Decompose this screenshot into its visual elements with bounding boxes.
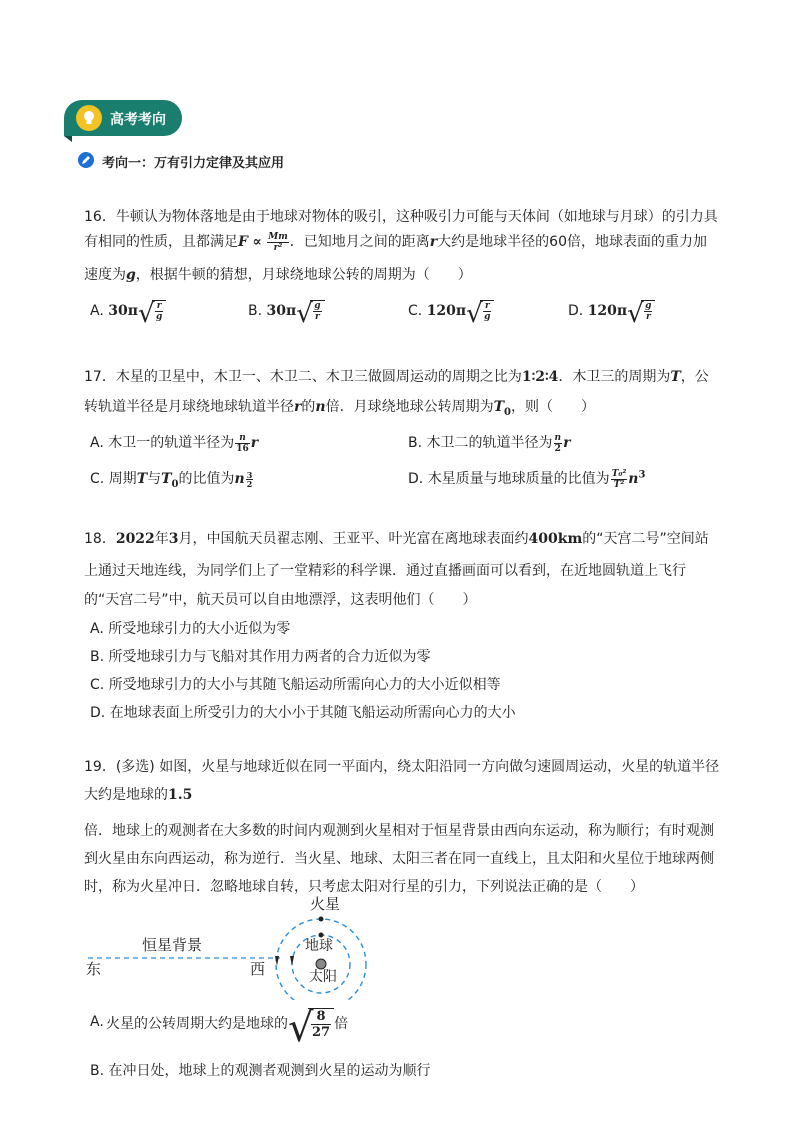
q17-option-d[interactable]: D. 木星质量与地球质量的比值为 $\frac{\text{T₀²}}{\text{T²}}$ $n^3$: [408, 468, 646, 490]
q18-option-b[interactable]: B. 所受地球引力与飞船对其作用力两者的合力近似为零: [90, 649, 431, 665]
q17-line2: 转轨道半径是月球绕地球轨道半径r的n倍．月球绕地球公转周期为$T_0$，则（ ）: [84, 399, 595, 418]
orbit-diagram: [84, 890, 384, 1000]
q19-line3: 倍．地球上的观测者在大多数的时间内观测到火星相对于恒星背景由西向东运动，称为顺行；有时观测: [84, 823, 714, 839]
label-mars: 火星: [310, 895, 341, 913]
q17-line1: 17．木星的卫星中，木卫一、木卫二、木卫三做圆周运动的周期之比为1∶2∶4．木卫三的周期为T，公: [84, 369, 709, 385]
q16-option-b[interactable]: B. 30π √ $\frac{g}{r}$: [248, 300, 325, 322]
q16-option-c[interactable]: C. 120π √ $\frac{r}{g}$: [408, 300, 494, 322]
label-earth: 地球: [305, 938, 333, 954]
q19-option-b[interactable]: B. 在冲日处，地球上的观测者观测到火星的运动为顺行: [90, 1063, 431, 1079]
label-west: 西: [250, 960, 266, 978]
q16-line3: 速度为g，根据牛顿的猜想，月球绕地球公转的周期为（ ）: [84, 267, 472, 283]
label-star-background: 恒星背景: [142, 936, 203, 954]
label-east: 东: [86, 960, 102, 978]
earth-orbit-arrow: [290, 956, 294, 966]
q16-option-d[interactable]: D. 120π √ $\frac{g}{r}$: [568, 300, 655, 322]
q18-line3: 的“天宫二号”中，航天员可以自由地漂浮，这表明他们（ ）: [84, 592, 477, 608]
q18-option-d[interactable]: D. 在地球表面上所受引力的大小小于其随飞船运动所需向心力的大小: [90, 705, 516, 721]
q18-option-c[interactable]: C. 所受地球引力的大小与其随飞船运动所需向心力的大小近似相等: [90, 677, 501, 693]
banner-title: 高考考向: [110, 112, 166, 128]
q17-option-c[interactable]: C. 周期T与$T_0$的比值为n $\frac{3}{2}$: [90, 469, 253, 490]
sun-dot: [316, 959, 326, 969]
section-title: 考向一：万有引力定律及其应用: [102, 156, 285, 171]
q17-option-a[interactable]: A. 木卫一的轨道半径为 $\frac{n}{16}$ r: [90, 432, 259, 454]
q19-option-a[interactable]: A.: [90, 1014, 104, 1030]
q16-formula-fraction: $\frac{Mm}{\text{r²}}$: [268, 231, 288, 253]
q16-option-a[interactable]: A. 30π √ $\frac{r}{g}$: [90, 300, 166, 322]
section-banner: [64, 100, 184, 136]
q19-option-a-body[interactable]: 火星的公转周期大约是地球的 √ $\frac{8}{27}$ 倍: [106, 1005, 349, 1051]
q19-line1: 19．(多选) 如图，火星与地球近似在同一平面内，绕太阳沿同一方向做匀速圆周运动，火星的轨道半径: [84, 759, 720, 775]
q18-line2: 上通过天地连线，为同学们上了一堂精彩的科学课．通过直播画面可以看到，在近地圆轨道上飞行: [84, 563, 686, 579]
earth-dot: [319, 933, 324, 938]
label-sun: 太阳: [309, 969, 337, 985]
q18-option-a[interactable]: A. 所受地球引力的大小近似为零: [90, 621, 291, 637]
q19-line5: 时，称为火星冲日．忽略地球自转，只考虑太阳对行星的引力，下列说法正确的是（ ）: [84, 879, 644, 895]
lightbulb-icon: [76, 105, 102, 131]
banner-fold: [64, 136, 72, 142]
q17-option-b[interactable]: B. 木卫二的轨道半径为 $\frac{n}{2}$ r: [408, 432, 571, 454]
q18-line1: 18．2022年3月，中国航天员翟志刚、王亚平、叶光富在离地球表面约400km的“天宫二号”空间站: [84, 531, 709, 547]
q16-line2: 有相同的性质，且都满足F ∝ $\frac{Mm}{\text{r²}}$ ．已知地月之间的距离r大约是地球半径的60倍，地球表面的重力加: [84, 231, 707, 253]
q16-line1: 16．牛顿认为物体落地是由于地球对物体的吸引，这种吸引力可能与天体间（如地球与月球）的引力具: [84, 209, 718, 225]
q19-line4: 到火星由东向西运动，称为逆行．当火星、地球、太阳三者在同一直线上，且太阳和火星位于地球两侧: [84, 851, 714, 867]
mars-dot: [319, 917, 324, 922]
q19-line2: 大约是地球的1.5: [84, 787, 193, 803]
pen-icon: [78, 152, 94, 168]
